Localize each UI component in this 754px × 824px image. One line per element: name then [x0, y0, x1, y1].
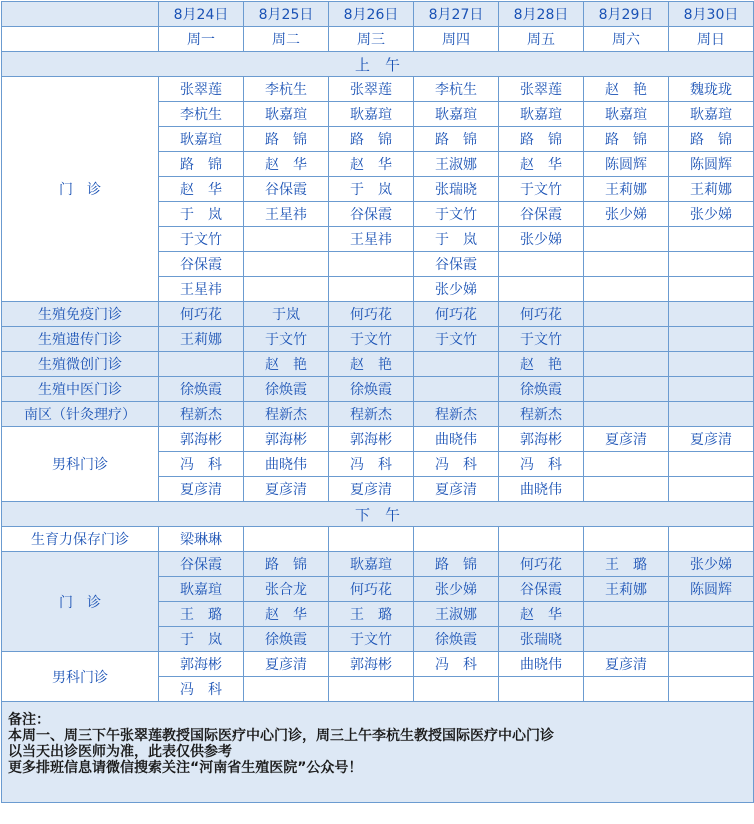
doctor-cell: 路 锦: [584, 127, 669, 152]
doctor-cell: [584, 602, 669, 627]
corner-cell: [2, 27, 159, 52]
doctor-cell: 张少娣: [584, 202, 669, 227]
dept-label-clinic: 门 诊: [2, 77, 159, 302]
doctor-cell: 路 锦: [244, 552, 329, 577]
doctor-cell: [584, 227, 669, 252]
doctor-cell: 冯 科: [414, 652, 499, 677]
doctor-cell: 王莉娜: [584, 177, 669, 202]
note-line: 更多排班信息请微信搜索关注“河南省生殖医院”公众号！: [8, 760, 363, 776]
doctor-cell: 于 岚: [159, 627, 244, 652]
doctor-cell: 于文竹: [414, 202, 499, 227]
dept-label: 南区（针灸理疗）: [2, 402, 159, 427]
note-line: 本周一、周三下午张翠莲教授国际医疗中心门诊，周三上午李杭生教授国际医疗中心门诊: [8, 728, 554, 744]
doctor-cell: 耿嘉瑄: [414, 102, 499, 127]
doctor-cell: 何巧花: [414, 302, 499, 327]
doctor-cell: 王星祎: [244, 202, 329, 227]
doctor-cell: 冯 科: [414, 452, 499, 477]
doctor-cell: [669, 227, 754, 252]
doctor-cell: 徐焕霞: [499, 377, 584, 402]
doctor-cell: 赵 华: [244, 602, 329, 627]
doctor-cell: 路 锦: [329, 127, 414, 152]
doctor-cell: 谷保霞: [499, 202, 584, 227]
doctor-cell: 于文竹: [159, 227, 244, 252]
doctor-cell: 李杭生: [159, 102, 244, 127]
doctor-cell: 郭海彬: [329, 427, 414, 452]
doctor-cell: 徐焕霞: [244, 377, 329, 402]
doctor-cell: 冯 科: [499, 452, 584, 477]
doctor-cell: 路 锦: [244, 127, 329, 152]
doctor-cell: 张少娣: [414, 277, 499, 302]
doctor-cell: [414, 377, 499, 402]
doctor-cell: [244, 677, 329, 702]
corner-cell: [2, 2, 159, 27]
doctor-cell: 张瑞晓: [499, 627, 584, 652]
doctor-cell: [669, 252, 754, 277]
doctor-cell: 张少娣: [499, 227, 584, 252]
doctor-cell: [669, 352, 754, 377]
doctor-cell: 路 锦: [414, 127, 499, 152]
date-header: 8月25日: [244, 2, 329, 27]
doctor-cell: [669, 452, 754, 477]
notes-box: [2, 702, 754, 803]
weekday-header: 周五: [499, 27, 584, 52]
doctor-cell: [244, 252, 329, 277]
doctor-cell: 何巧花: [499, 552, 584, 577]
doctor-cell: 程新杰: [159, 402, 244, 427]
doctor-cell: 郭海彬: [159, 427, 244, 452]
doctor-cell: [244, 527, 329, 552]
doctor-cell: 赵 艳: [584, 77, 669, 102]
doctor-cell: [329, 277, 414, 302]
doctor-cell: 路 锦: [669, 127, 754, 152]
doctor-cell: 冯 科: [159, 452, 244, 477]
doctor-cell: 于岚: [244, 302, 329, 327]
doctor-cell: 于文竹: [414, 327, 499, 352]
section-title-morning: 上 午: [2, 52, 754, 77]
doctor-cell: 路 锦: [414, 552, 499, 577]
date-header: 8月24日: [159, 2, 244, 27]
doctor-cell: 何巧花: [329, 577, 414, 602]
date-header: 8月29日: [584, 2, 669, 27]
weekday-header: 周四: [414, 27, 499, 52]
doctor-cell: 耿嘉瑄: [499, 102, 584, 127]
doctor-cell: 谷保霞: [499, 577, 584, 602]
doctor-cell: [669, 602, 754, 627]
doctor-cell: [499, 677, 584, 702]
doctor-cell: 耿嘉瑄: [159, 127, 244, 152]
doctor-cell: 冯 科: [159, 677, 244, 702]
weekday-header: 周一: [159, 27, 244, 52]
doctor-cell: 王 璐: [329, 602, 414, 627]
doctor-cell: 耿嘉瑄: [329, 552, 414, 577]
doctor-cell: [244, 277, 329, 302]
doctor-cell: 夏彦清: [584, 652, 669, 677]
doctor-cell: 张瑞晓: [414, 177, 499, 202]
doctor-cell: [669, 402, 754, 427]
section-title-afternoon: 下 午: [2, 502, 754, 527]
doctor-cell: [329, 527, 414, 552]
doctor-cell: [329, 677, 414, 702]
doctor-cell: 何巧花: [329, 302, 414, 327]
doctor-cell: 郭海彬: [159, 652, 244, 677]
doctor-cell: 王淑娜: [414, 602, 499, 627]
doctor-cell: 王淑娜: [414, 152, 499, 177]
date-header: 8月27日: [414, 2, 499, 27]
doctor-cell: [584, 302, 669, 327]
doctor-cell: 李杭生: [414, 77, 499, 102]
doctor-cell: 陈圆辉: [669, 577, 754, 602]
doctor-cell: [414, 352, 499, 377]
doctor-cell: [669, 652, 754, 677]
doctor-cell: 程新杰: [499, 402, 584, 427]
doctor-cell: 徐焕霞: [329, 377, 414, 402]
doctor-cell: [499, 252, 584, 277]
doctor-cell: 夏彦清: [414, 477, 499, 502]
doctor-cell: 程新杰: [414, 402, 499, 427]
doctor-cell: 谷保霞: [329, 202, 414, 227]
doctor-cell: 张少娣: [414, 577, 499, 602]
doctor-cell: 夏彦清: [244, 477, 329, 502]
note-line: 备注：: [8, 712, 50, 728]
doctor-cell: 赵 华: [499, 152, 584, 177]
note-line: 以当天出诊医师为准，此表仅供参考: [8, 744, 232, 760]
doctor-cell: 赵 艳: [499, 352, 584, 377]
doctor-cell: [669, 627, 754, 652]
doctor-cell: 夏彦清: [329, 477, 414, 502]
doctor-cell: 谷保霞: [414, 252, 499, 277]
doctor-cell: 耿嘉瑄: [584, 102, 669, 127]
doctor-cell: 程新杰: [244, 402, 329, 427]
doctor-cell: 耿嘉瑄: [669, 102, 754, 127]
doctor-cell: 王星祎: [329, 227, 414, 252]
doctor-cell: 夏彦清: [584, 427, 669, 452]
doctor-cell: 陈圆辉: [584, 152, 669, 177]
doctor-cell: 谷保霞: [159, 252, 244, 277]
doctor-cell: [584, 327, 669, 352]
doctor-cell: 耿嘉瑄: [244, 102, 329, 127]
doctor-cell: [584, 527, 669, 552]
dept-label-fertility: 生育力保存门诊: [2, 527, 159, 552]
doctor-cell: 李杭生: [244, 77, 329, 102]
doctor-cell: 梁琳琳: [159, 527, 244, 552]
doctor-cell: 于文竹: [329, 627, 414, 652]
doctor-cell: 于 岚: [329, 177, 414, 202]
doctor-cell: 夏彦清: [159, 477, 244, 502]
date-header: 8月30日: [669, 2, 754, 27]
doctor-cell: [159, 352, 244, 377]
doctor-cell: [584, 252, 669, 277]
doctor-cell: [669, 677, 754, 702]
doctor-cell: 夏彦清: [669, 427, 754, 452]
doctor-cell: [499, 277, 584, 302]
doctor-cell: 赵 华: [329, 152, 414, 177]
weekday-header: 周三: [329, 27, 414, 52]
doctor-cell: 陈圆辉: [669, 152, 754, 177]
doctor-cell: [669, 277, 754, 302]
dept-label-andrology: 男科门诊: [2, 427, 159, 502]
doctor-cell: 何巧花: [499, 302, 584, 327]
doctor-cell: 路 锦: [159, 152, 244, 177]
doctor-cell: 赵 华: [159, 177, 244, 202]
doctor-cell: 于文竹: [329, 327, 414, 352]
doctor-cell: 张翠莲: [329, 77, 414, 102]
doctor-cell: 夏彦清: [244, 652, 329, 677]
doctor-cell: [414, 527, 499, 552]
doctor-cell: 赵 华: [244, 152, 329, 177]
doctor-cell: 王莉娜: [159, 327, 244, 352]
doctor-cell: 谷保霞: [244, 177, 329, 202]
doctor-cell: 郭海彬: [244, 427, 329, 452]
doctor-cell: 王莉娜: [584, 577, 669, 602]
doctor-cell: [669, 527, 754, 552]
doctor-cell: [669, 477, 754, 502]
doctor-cell: 郭海彬: [499, 427, 584, 452]
doctor-cell: 于 岚: [414, 227, 499, 252]
doctor-cell: [669, 327, 754, 352]
doctor-cell: 赵 华: [499, 602, 584, 627]
doctor-cell: 曲晓伟: [499, 652, 584, 677]
doctor-cell: [584, 377, 669, 402]
doctor-cell: [584, 402, 669, 427]
doctor-cell: 郭海彬: [329, 652, 414, 677]
doctor-cell: 张翠莲: [159, 77, 244, 102]
doctor-cell: 王 璐: [584, 552, 669, 577]
doctor-cell: 张翠莲: [499, 77, 584, 102]
doctor-cell: [669, 302, 754, 327]
schedule-table: [1, 1, 754, 803]
date-header: 8月28日: [499, 2, 584, 27]
dept-label: 生殖免疫门诊: [2, 302, 159, 327]
weekday-header: 周六: [584, 27, 669, 52]
doctor-cell: 王 璐: [159, 602, 244, 627]
doctor-cell: 耿嘉瑄: [329, 102, 414, 127]
doctor-cell: 于文竹: [499, 327, 584, 352]
dept-label: 生殖遗传门诊: [2, 327, 159, 352]
doctor-cell: [584, 677, 669, 702]
doctor-cell: [584, 627, 669, 652]
doctor-cell: 魏珑珑: [669, 77, 754, 102]
doctor-cell: 于文竹: [244, 327, 329, 352]
doctor-cell: [669, 377, 754, 402]
doctor-cell: 张少娣: [669, 552, 754, 577]
doctor-cell: 徐焕霞: [159, 377, 244, 402]
doctor-cell: 徐焕霞: [244, 627, 329, 652]
doctor-cell: 于 岚: [159, 202, 244, 227]
doctor-cell: 曲晓伟: [244, 452, 329, 477]
doctor-cell: 谷保霞: [159, 552, 244, 577]
doctor-cell: 路 锦: [499, 127, 584, 152]
doctor-cell: 曲晓伟: [414, 427, 499, 452]
doctor-cell: [329, 252, 414, 277]
dept-label-andrology-pm: 男科门诊: [2, 652, 159, 702]
doctor-cell: [584, 352, 669, 377]
doctor-cell: 徐焕霞: [414, 627, 499, 652]
doctor-cell: 王莉娜: [669, 177, 754, 202]
weekday-header: 周日: [669, 27, 754, 52]
doctor-cell: 耿嘉瑄: [159, 577, 244, 602]
doctor-cell: [584, 277, 669, 302]
weekday-header: 周二: [244, 27, 329, 52]
doctor-cell: 张少娣: [669, 202, 754, 227]
doctor-cell: 张合龙: [244, 577, 329, 602]
doctor-cell: 冯 科: [329, 452, 414, 477]
date-header: 8月26日: [329, 2, 414, 27]
doctor-cell: [499, 527, 584, 552]
doctor-cell: 王星祎: [159, 277, 244, 302]
doctor-cell: [244, 227, 329, 252]
doctor-cell: 赵 艳: [244, 352, 329, 377]
doctor-cell: 于文竹: [499, 177, 584, 202]
doctor-cell: 程新杰: [329, 402, 414, 427]
doctor-cell: 曲晓伟: [499, 477, 584, 502]
doctor-cell: 赵 艳: [329, 352, 414, 377]
dept-label-clinic-pm: 门 诊: [2, 552, 159, 652]
dept-label: 生殖中医门诊: [2, 377, 159, 402]
doctor-cell: [584, 477, 669, 502]
dept-label: 生殖微创门诊: [2, 352, 159, 377]
doctor-cell: 何巧花: [159, 302, 244, 327]
doctor-cell: [414, 677, 499, 702]
doctor-cell: [584, 452, 669, 477]
